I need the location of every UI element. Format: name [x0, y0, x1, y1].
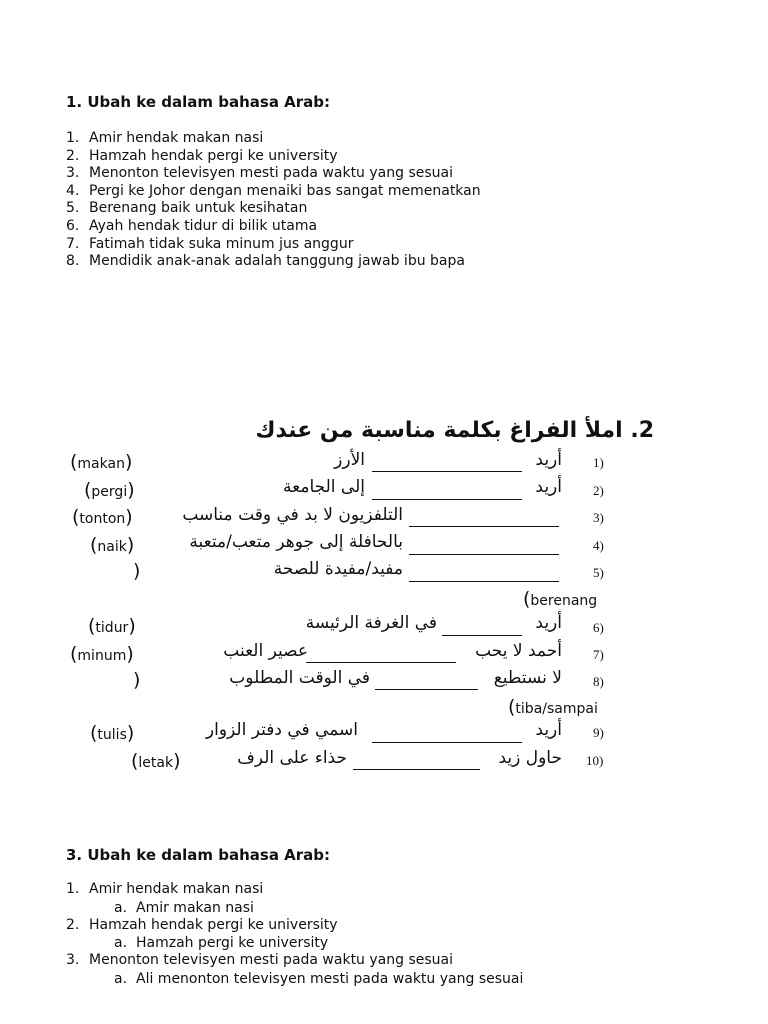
question-text-before: لا نستطيع [493, 668, 562, 688]
answer-blank[interactable] [409, 553, 559, 555]
question-text-after: حذاء على الرف [237, 748, 347, 768]
section3-list [66, 881, 523, 988]
question-text-before: حاول زيد [498, 748, 562, 768]
hint: (naik) [90, 534, 135, 556]
question-text-after: مفيد/مفيدة للصحة [273, 559, 403, 579]
hint-close-paren: ) [133, 560, 141, 582]
hint: (tiba/sampai [508, 696, 598, 718]
question-text-after: في الغرفة الرئيسة [305, 613, 437, 633]
hint-close-paren: ) [133, 669, 141, 691]
hint: (berenang [523, 588, 598, 610]
question-number: (7 [593, 647, 604, 662]
hint: (pergi) [84, 479, 135, 501]
answer-blank[interactable] [372, 741, 522, 743]
list-item: 3. Menonton televisyen mesti pada waktu yang sesuai [66, 165, 453, 182]
hint: (tonton) [72, 506, 133, 528]
question-text-before: أريد [535, 720, 562, 740]
hint: (makan) [70, 451, 133, 473]
question-number: (9 [593, 725, 604, 740]
list-item: 4. Pergi ke Johor dengan menaiki bas sangat memenatkan [66, 182, 481, 199]
answer-blank[interactable] [409, 525, 559, 527]
question-text-after: الأرز [334, 450, 365, 470]
question-number: (4 [593, 538, 604, 553]
answer-blank[interactable] [409, 580, 559, 582]
hint: (tulis) [90, 722, 135, 744]
list-item: 7. Fatimah tidak suka minum jus anggur [66, 235, 354, 252]
question-text-before: أريد [535, 450, 562, 470]
question-text-before: أحمد لا يحب [475, 641, 562, 661]
question-number: (1 [593, 455, 604, 470]
list-item: 1. Amir hendak makan nasi [66, 881, 264, 897]
question-text-after: بالحافلة إلى جوهر متعب/متعبة [189, 532, 403, 552]
section1-list [66, 130, 481, 271]
list-item: 2. Hamzah hendak pergi ke university [66, 916, 338, 933]
section3-heading: 3. Ubah ke dalam bahasa Arab: [66, 846, 331, 864]
section1-heading: 1. Ubah ke dalam bahasa Arab: [66, 93, 331, 111]
question-number: (3 [593, 510, 604, 525]
question-number: (2 [593, 483, 604, 498]
sub-item: a. Amir makan nasi [114, 899, 254, 916]
list-item: 5. Berenang baik untuk kesihatan [66, 200, 308, 217]
list-item: 8. Mendidik anak-anak adalah tanggung jawab ibu bapa [66, 253, 465, 270]
question-number: (6 [593, 620, 604, 635]
answer-blank[interactable] [442, 634, 522, 636]
question-number: (8 [593, 674, 604, 689]
sub-item: a. Ali menonton televisyen mesti pada waktu yang sesuai [114, 970, 524, 987]
hint: (tidur) [88, 615, 136, 637]
question-text-after: عصير العنب [223, 641, 308, 661]
list-item: 2. Hamzah hendak pergi ke university [66, 147, 338, 164]
sub-item: a. Hamzah pergi ke university [114, 935, 329, 952]
list-item: 6. Ayah hendak tidur di bilik utama [66, 217, 318, 234]
question-number: (10 [586, 753, 604, 768]
question-text-after: في الوقت المطلوب [229, 668, 370, 688]
hint: (minum) [70, 643, 134, 665]
list-item: 3. Menonton televisyen mesti pada waktu yang sesuai [66, 952, 453, 969]
list-item: 1. Amir hendak makan nasi [66, 130, 264, 146]
question-number: (5 [593, 565, 604, 580]
answer-blank[interactable] [375, 688, 478, 690]
question-text-before: أريد [535, 613, 562, 633]
section2-title: 2. املأ الفراغ بكلمة مناسبة من عندك [255, 418, 654, 443]
question-text-after: التلفزيون لا بد في وقت مناسب [182, 505, 403, 525]
question-text-after: إلى الجامعة [283, 477, 365, 497]
question-text-before: أريد [535, 477, 562, 497]
answer-blank[interactable] [372, 470, 522, 472]
hint: (letak) [131, 750, 181, 772]
answer-blank[interactable] [306, 661, 456, 663]
answer-blank[interactable] [372, 498, 522, 500]
answer-blank[interactable] [353, 768, 480, 770]
question-text-after: اسمي في دفتر الزوار [205, 720, 358, 740]
